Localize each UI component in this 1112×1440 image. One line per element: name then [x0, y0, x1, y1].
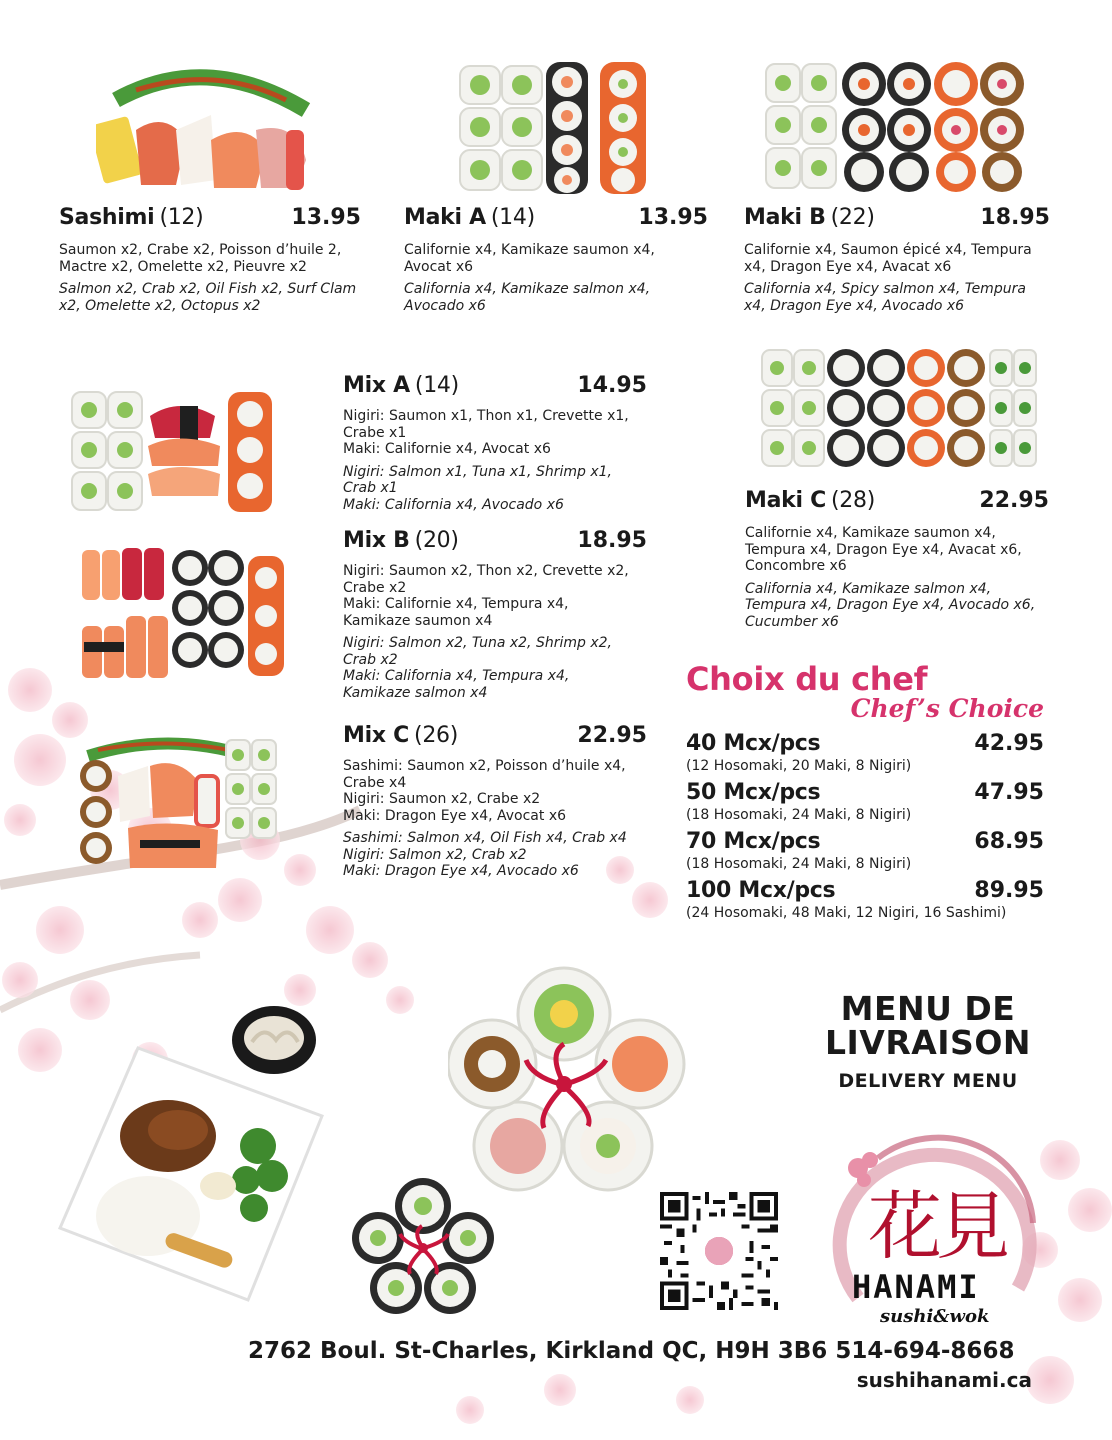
item-name: Maki B — [744, 205, 826, 230]
item-title — [343, 723, 458, 748]
item-description-fr: Californie x4, Kamikaze saumon x4, Tempura x4, Dragon Eye x4, Avacat x6, Concombre x6 — [745, 525, 1022, 574]
mix-b-photo — [80, 546, 286, 682]
chefs-choice-section — [686, 660, 1044, 921]
maki-c-photo — [760, 346, 1038, 470]
chefs-choice-title: Choix du chef — [686, 660, 928, 698]
item-description-fr: Sashimi: Saumon x2, Poisson d’huile x4, Crabe x4 Nigiri: Saumon x2, Crabe x2 Maki: Dragon Eye x4, Avocat x6 — [343, 758, 626, 824]
delivery-title-fr-line1: MENU DE — [840, 989, 1016, 1028]
item-name: Mix A — [343, 373, 410, 398]
item-price: 13.95 — [638, 205, 708, 230]
item-count: (20) — [414, 528, 459, 553]
item-description-en: Sashimi: Salmon x4, Oil Fish x4, Crab x4 Nigiri: Salmon x2, Crab x2 Maki: Dragon Eye x4, Avocado x6 — [343, 830, 627, 879]
website-link[interactable]: sushihanami.ca — [856, 1368, 1032, 1392]
chef-row-name: 50 Mcx/pcs — [686, 780, 821, 805]
chef-row-price: 42.95 — [974, 731, 1044, 756]
item-description-en: California x4, Kamikaze salmon x4, Tempura x4, Dragon Eye x4, Avocado x6, Cucumber x6 — [745, 580, 1036, 630]
item-title — [59, 205, 203, 230]
logo-name: HANAMI — [852, 1268, 980, 1306]
item-count: (26) — [414, 723, 458, 748]
item-count: (14) — [414, 373, 459, 398]
item-name: Mix B — [343, 528, 410, 553]
chef-row-detail: (18 Hosomaki, 24 Maki, 8 Nigiri) — [686, 856, 912, 872]
chefs-choice-subtitle: Chef’s Choice — [850, 694, 1044, 723]
chef-row-price: 47.95 — [974, 780, 1044, 805]
menu-item-sashimi — [59, 205, 361, 314]
chefs-choice-row — [686, 878, 1044, 921]
chefs-choice-row — [686, 829, 1044, 872]
chef-row-detail: (24 Hosomaki, 48 Maki, 12 Nigiri, 16 Sashimi) — [686, 905, 1007, 921]
sashimi-photo — [96, 60, 316, 190]
item-name: Maki A — [404, 205, 486, 230]
delivery-menu-title — [800, 989, 1056, 1092]
menu-item-mix-c — [343, 723, 647, 880]
item-title — [744, 205, 875, 230]
delivery-title-en: DELIVERY MENU — [838, 1070, 1018, 1092]
item-description-en: Nigiri: Salmon x1, Tuna x1, Shrimp x1, Crab x1 Maki: California x4, Avocado x6 — [343, 463, 612, 513]
item-name: Maki C — [745, 488, 826, 513]
chefs-choice-row — [686, 780, 1044, 823]
item-description-fr: Californie x4, Saumon épicé x4, Tempura x4, Dragon Eye x4, Avacat x6 — [744, 242, 1032, 275]
chef-row-name: 100 Mcx/pcs — [686, 878, 836, 903]
item-description-fr: Californie x4, Kamikaze saumon x4, Avocat x6 — [404, 242, 655, 275]
item-name: Sashimi — [59, 205, 155, 230]
item-title — [343, 373, 459, 398]
item-price: 13.95 — [291, 205, 361, 230]
footer-address: 2762 Boul. St-Charles, Kirkland QC, H9H 3B6 514-694-8668 — [248, 1338, 1015, 1364]
sushi-flower-small-photo — [350, 1176, 496, 1316]
item-count: (28) — [831, 488, 875, 513]
maki-a-photo — [458, 62, 650, 196]
item-price: 14.95 — [577, 373, 647, 398]
sushi-flower-large-photo — [448, 964, 688, 1194]
item-price: 22.95 — [979, 488, 1049, 513]
item-description-en: Nigiri: Salmon x2, Tuna x2, Shrimp x2, Crab x2 Maki: California x4, Tempura x4, Kamikaze salmon x4 — [343, 635, 612, 701]
item-description-fr: Saumon x2, Crabe x2, Poisson d’huile 2, Mactre x2, Omelette x2, Pieuvre x2 — [59, 242, 342, 275]
chef-row-price: 89.95 — [974, 878, 1044, 903]
item-description-fr: Nigiri: Saumon x1, Thon x1, Crevette x1, Crabe x1 Maki: Californie x4, Avocat x6 — [343, 408, 629, 457]
maki-b-photo — [764, 60, 1026, 192]
chef-row-name: 70 Mcx/pcs — [686, 829, 821, 854]
item-description-en: California x4, Spicy salmon x4, Tempura x4, Dragon Eye x4, Avocado x6 — [744, 281, 1026, 314]
item-title — [745, 488, 875, 513]
delivery-title-fr-line2: LIVRAISON — [824, 1023, 1031, 1062]
chef-row-price: 68.95 — [974, 829, 1044, 854]
item-name: Mix C — [343, 723, 409, 748]
mix-a-photo — [70, 386, 276, 516]
chefs-choice-row — [686, 731, 1044, 774]
item-count: (22) — [830, 205, 875, 230]
item-price: 18.95 — [577, 528, 647, 553]
wok-plate-photo — [58, 1046, 324, 1302]
chef-row-detail: (18 Hosomaki, 24 Maki, 8 Nigiri) — [686, 807, 912, 823]
menu-item-maki-c — [745, 488, 1049, 630]
mix-c-photo — [78, 736, 278, 872]
item-description-en: Salmon x2, Crab x2, Oil Fish x2, Surf Clam x2, Omelette x2, Octopus x2 — [59, 281, 357, 314]
item-price: 18.95 — [980, 205, 1050, 230]
item-description-fr: Nigiri: Saumon x2, Thon x2, Crevette x2, Crabe x2 Maki: Californie x4, Tempura x4, Kamikaze saumon x4 — [343, 563, 629, 629]
item-count: (14) — [490, 205, 535, 230]
item-title — [343, 528, 459, 553]
chef-row-name: 40 Mcx/pcs — [686, 731, 821, 756]
item-count: (12) — [159, 205, 204, 230]
item-description-en: California x4, Kamikaze salmon x4, Avocado x6 — [404, 281, 651, 314]
qr-code[interactable] — [660, 1192, 778, 1310]
menu-item-mix-a — [343, 373, 647, 513]
menu-item-maki-b — [744, 205, 1050, 314]
logo-kanji: 花見 — [868, 1184, 1004, 1270]
item-title — [404, 205, 535, 230]
logo-tagline: sushi&wok — [880, 1306, 990, 1327]
item-price: 22.95 — [577, 723, 647, 748]
chef-row-detail: (12 Hosomaki, 20 Maki, 8 Nigiri) — [686, 758, 912, 774]
menu-item-maki-a — [404, 205, 708, 314]
menu-item-mix-b — [343, 528, 647, 701]
